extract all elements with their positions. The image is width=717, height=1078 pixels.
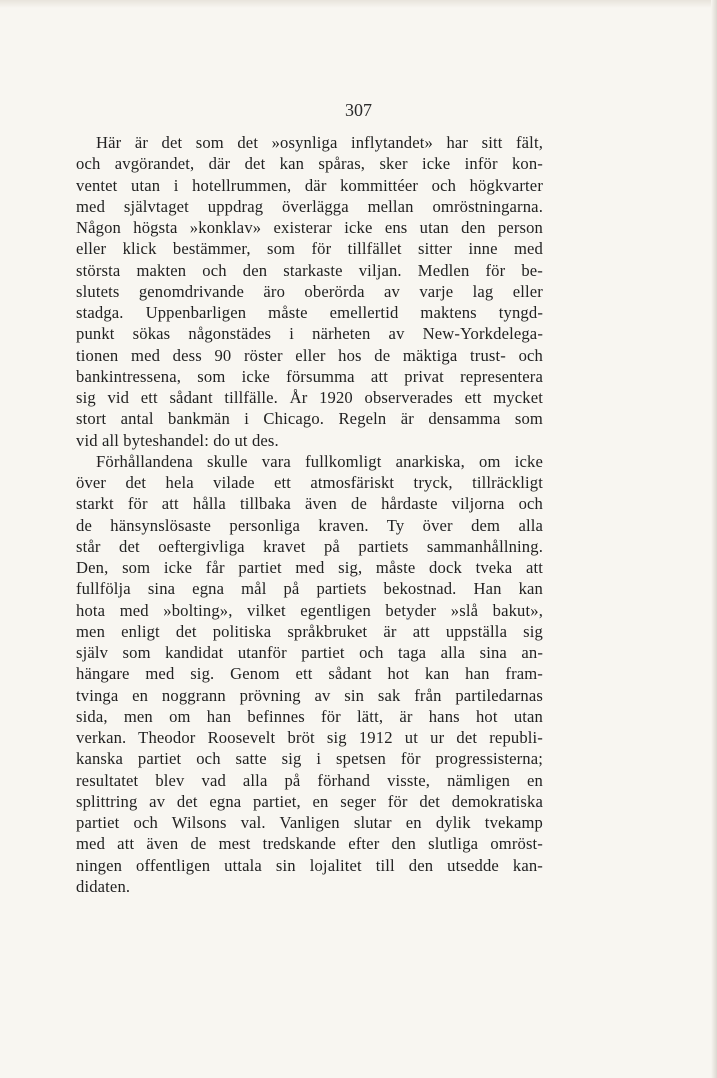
text-line: tionen med dess 90 röster eller hos de mäktiga trust- och xyxy=(76,345,543,365)
text-line: tvinga en noggrann prövning av sin sak från partiledarnas xyxy=(76,685,543,705)
text-line: Här är det som det »osynliga inflytandet» har sitt fält, xyxy=(96,133,543,152)
text-line: står det oeftergivliga kravet på partiets sammanhållning. xyxy=(76,536,543,556)
body-text xyxy=(76,132,543,897)
scan-edge-right xyxy=(711,0,717,1078)
text-line: största makten och den starkaste viljan. Medlen för be- xyxy=(76,260,543,280)
paragraph-1 xyxy=(76,132,543,451)
text-line: hota med »bolting», vilket egentligen betyder »slå bakut», xyxy=(76,600,543,620)
text-line: punkt sökas någonstädes i närheten av New-Yorkdelega- xyxy=(76,324,543,344)
text-line: ningen offentligen uttala sin lojalitet till den utsedde kan- xyxy=(76,855,543,875)
text-line: med att även de mest tredskande efter den slutliga omröst- xyxy=(76,834,543,854)
text-line: fullfölja sina egna mål på partiets bekostnad. Han kan xyxy=(76,579,543,599)
paragraph-2 xyxy=(76,451,543,897)
text-line: Någon högsta »konklav» existerar icke ens utan den person xyxy=(76,218,543,237)
text-line: Den, som icke får partiet med sig, måste dock tveka att xyxy=(76,558,543,577)
page-number: 307 xyxy=(345,100,372,120)
text-line: Förhållandena skulle vara fullkomligt anarkiska, om icke xyxy=(96,451,543,471)
text-line: själv som kandidat utanför partiet och taga alla sina an- xyxy=(76,643,543,662)
text-line: starkt för att hålla tillbaka även de hårdaste viljorna och xyxy=(76,494,543,514)
text-line: hängare med sig. Genom ett sådant hot kan han fram- xyxy=(76,664,543,684)
text-line: de hänsynslösaste personliga kraven. Ty över dem alla xyxy=(76,515,543,535)
text-line: vid all byteshandel: do ut des. xyxy=(76,430,279,450)
text-line: ventet utan i hotellrummen, där kommittéer och högkvarter xyxy=(76,175,543,195)
text-line: stort antal bankmän i Chicago. Regeln är densamma som xyxy=(76,409,543,429)
text-line: splittring av det egna partiet, en seger för det demokratiska xyxy=(76,791,543,811)
scan-edge-top xyxy=(0,0,717,8)
text-line: sida, men om han befinnes för lätt, är hans hot utan xyxy=(76,706,543,726)
text-line: bankintressena, som icke försumma att privat representera xyxy=(76,366,543,386)
text-line: partiet och Wilsons val. Vanligen slutar en dylik tvekamp xyxy=(76,813,543,832)
text-line: didaten. xyxy=(76,876,131,896)
text-line: och avgörandet, där det kan spåras, sker icke inför kon- xyxy=(76,154,543,174)
text-line: kanska partiet och satte sig i spetsen för progressisterna; xyxy=(76,749,543,769)
text-line: med självtaget uppdrag överlägga mellan omröstningarna. xyxy=(76,196,543,216)
text-line: över det hela vilade ett atmosfäriskt tryck, tillräckligt xyxy=(76,473,543,492)
text-line: verkan. Theodor Roosevelt bröt sig 1912 ut ur det republi- xyxy=(76,728,543,747)
text-line: stadga. Uppenbarligen måste emellertid maktens tyngd- xyxy=(76,303,543,322)
text-line: sig vid ett sådant tillfälle. År 1920 observerades ett mycket xyxy=(76,388,543,407)
text-line: eller klick bestämmer, som för tillfället sitter inne med xyxy=(76,239,543,259)
text-line: men enligt det politiska språkbruket är att uppställa sig xyxy=(76,621,543,641)
text-line: slutets genomdrivande äro oberörda av varje lag eller xyxy=(76,281,543,301)
text-line: resultatet blev vad alla på förhand visste, nämligen en xyxy=(76,770,543,790)
